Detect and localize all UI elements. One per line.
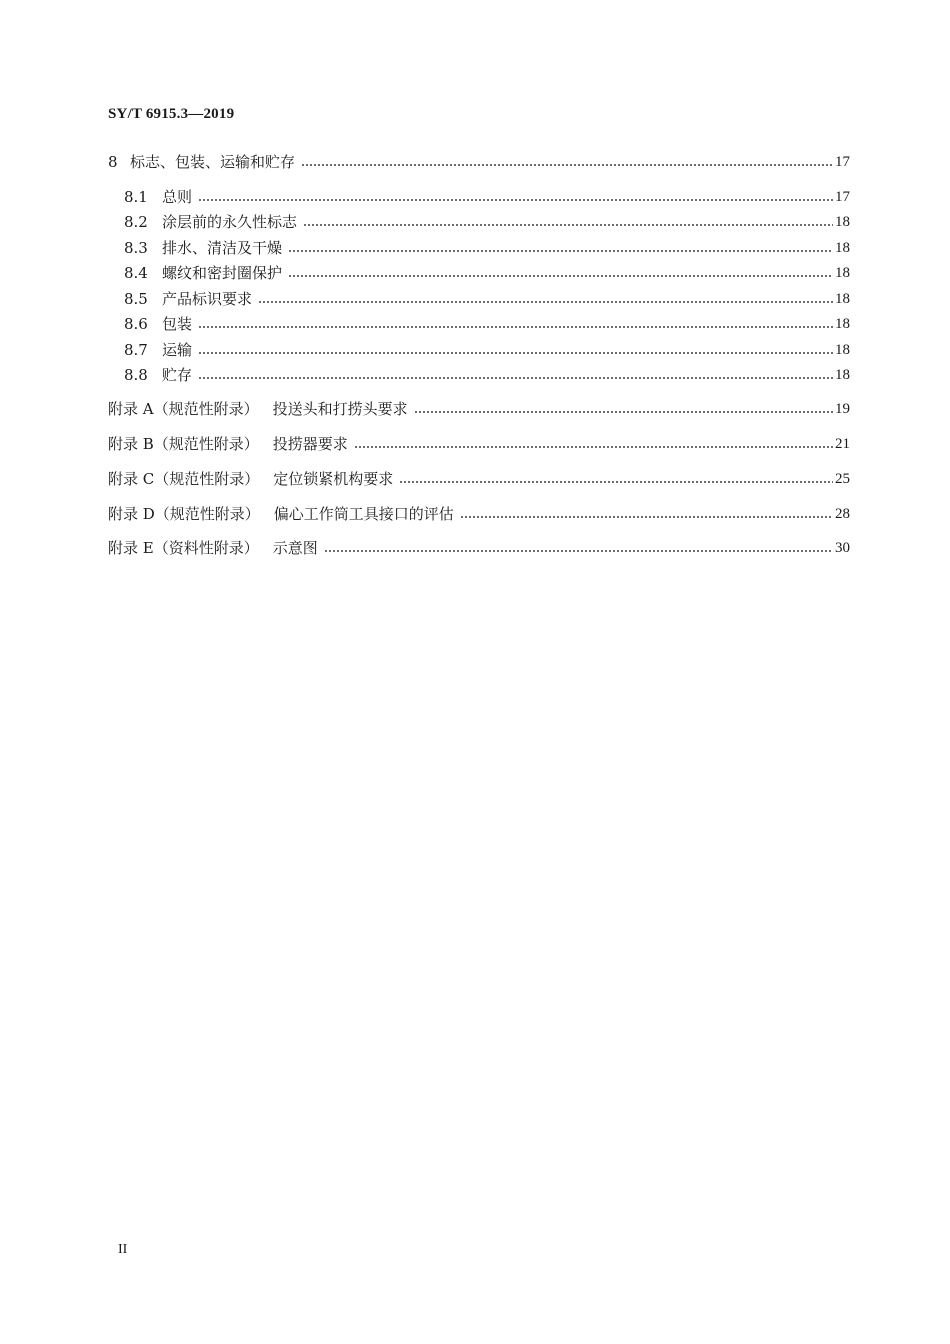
toc-title: 投送头和打捞头要求 — [272, 400, 408, 418]
toc-page: 18 — [835, 214, 850, 230]
toc-number: 8.2 — [124, 213, 148, 231]
toc-number: 8.3 — [124, 239, 148, 257]
toc-title: 定位锁紧机构要求 — [273, 470, 394, 488]
leader-dots — [303, 223, 833, 227]
toc-title: 运输 — [162, 341, 193, 359]
toc-number: 8.1 — [124, 188, 148, 206]
toc-entry-8-8[interactable] — [124, 365, 850, 385]
toc-page: 21 — [835, 436, 850, 452]
toc-number: 8.8 — [124, 366, 148, 384]
toc-page: 19 — [835, 401, 850, 417]
toc-title: 总则 — [162, 188, 193, 206]
leader-dots — [460, 515, 833, 519]
toc-entry-appendix-d[interactable] — [108, 504, 850, 524]
toc-entry-8[interactable] — [108, 152, 850, 172]
toc-title: 包装 — [162, 315, 193, 333]
toc-page: 18 — [835, 265, 850, 281]
toc-number: 8.7 — [124, 341, 148, 359]
toc-entry-appendix-c[interactable] — [108, 469, 850, 489]
leader-dots — [288, 274, 833, 278]
leader-dots — [258, 300, 833, 304]
leader-dots — [198, 351, 833, 355]
leader-dots — [414, 410, 833, 414]
toc-page: 17 — [835, 154, 850, 170]
toc-title: 贮存 — [162, 366, 193, 384]
toc-title: 排水、清洁及干燥 — [162, 239, 283, 257]
leader-dots — [198, 376, 833, 380]
toc-title: 标志、包装、运输和贮存 — [130, 153, 296, 171]
toc-entry-8-5[interactable] — [124, 289, 850, 309]
page-number: II — [118, 1242, 128, 1257]
toc-title: 投捞器要求 — [272, 435, 348, 453]
leader-dots — [301, 163, 833, 167]
toc-page: 18 — [835, 240, 850, 256]
toc-title: 螺纹和密封圈保护 — [162, 264, 283, 282]
toc-entry-8-3[interactable] — [124, 238, 850, 258]
toc-title: 产品标识要求 — [162, 290, 253, 308]
toc-page: 18 — [835, 291, 850, 307]
toc-entry-appendix-a[interactable] — [108, 399, 850, 419]
leader-dots — [288, 249, 833, 253]
appendix-label: 附录 D（规范性附录） — [108, 505, 260, 523]
toc-number: 8.5 — [124, 290, 148, 308]
appendix-label: 附录 B（规范性附录） — [108, 435, 259, 453]
toc-entry-8-6[interactable] — [124, 314, 850, 334]
toc-entry-appendix-b[interactable] — [108, 434, 850, 454]
appendix-label: 附录 C（规范性附录） — [108, 470, 260, 488]
toc-entry-8-4[interactable] — [124, 263, 850, 283]
toc-page: 28 — [835, 506, 850, 522]
leader-dots — [198, 198, 833, 202]
appendix-label: 附录 A（规范性附录） — [108, 400, 259, 418]
toc-page: 18 — [835, 367, 850, 383]
toc-entry-8-1[interactable] — [124, 187, 850, 207]
leader-dots — [399, 480, 833, 484]
toc-title: 示意图 — [272, 539, 318, 557]
document-id: SY/T 6915.3—2019 — [108, 106, 235, 122]
toc-page: 17 — [835, 189, 850, 205]
toc-entry-8-2[interactable] — [124, 212, 850, 232]
toc-page: 18 — [835, 342, 850, 358]
toc-entry-8-7[interactable] — [124, 340, 850, 360]
toc-title: 偏心工作筒工具接口的评估 — [273, 505, 454, 523]
toc-title: 涂层前的永久性标志 — [162, 213, 298, 231]
leader-dots — [324, 549, 833, 553]
toc-page: 30 — [835, 540, 850, 556]
toc-page: 25 — [835, 471, 850, 487]
leader-dots — [354, 445, 833, 449]
toc-page: 18 — [835, 316, 850, 332]
toc-entry-appendix-e[interactable] — [108, 538, 850, 558]
appendix-label: 附录 E（资料性附录） — [108, 539, 259, 557]
leader-dots — [198, 325, 833, 329]
toc-number: 8 — [108, 153, 118, 171]
toc-number: 8.6 — [124, 315, 148, 333]
toc-number: 8.4 — [124, 264, 148, 282]
